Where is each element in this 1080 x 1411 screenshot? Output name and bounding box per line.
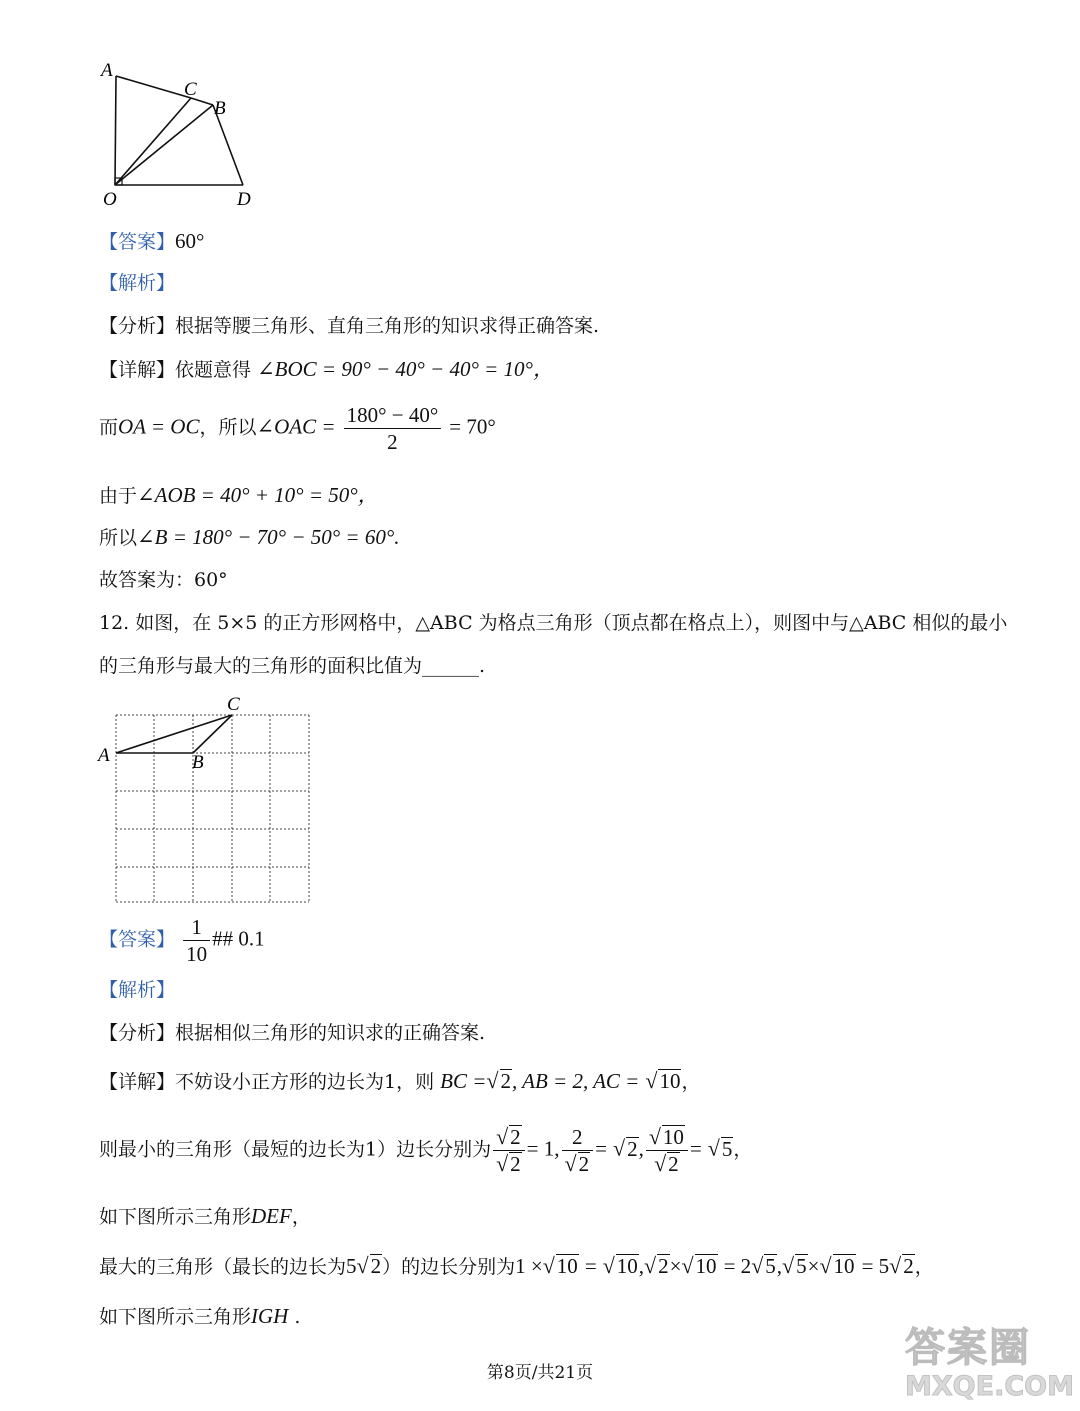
fraction (562, 1124, 594, 1177)
sqrt-sign: √ (486, 1068, 499, 1093)
fenxi-tag: 【分析】 (99, 1022, 176, 1044)
q11-detail-line-1 (99, 356, 554, 383)
sqrt-sign: √ (542, 1253, 555, 1278)
fenxi-tag: 【分析】 (99, 315, 176, 337)
math-expr: ∠AOB = 40° + 10° = 50°， (137, 483, 379, 507)
triangle-name: IGH (251, 1304, 289, 1328)
sqrt-sign: √ (889, 1253, 902, 1278)
xiangjie-tag: 【详解】 (99, 359, 176, 381)
radicand: 5 (721, 1136, 733, 1161)
text: 最大的三角形（最长的边长为 (99, 1256, 347, 1278)
segment-AC (116, 715, 232, 753)
answer-fraction (183, 914, 210, 967)
math-expr: BC = (440, 1069, 487, 1093)
q11-answer-line (99, 228, 204, 255)
denominator: √2 (496, 1151, 521, 1176)
math-expr: ∠B = 180° − 70° − 50° = 60°. (137, 525, 400, 549)
radicand: 10 (833, 1254, 855, 1278)
sqrt-sign: √ (645, 1068, 658, 1093)
watermark-text-en: MXQE.COM (905, 1371, 1074, 1402)
text: . (288, 1306, 301, 1328)
fraction (344, 402, 442, 455)
math-expr: ∠BOC = 90° − 40° − 40° = 10°， (257, 357, 554, 381)
denominator: √2 (564, 1151, 590, 1176)
fenxi-text: 根据等腰三角形、直角三角形的知识求得正确答案. (175, 315, 600, 337)
math-expr: OA = OC (118, 414, 200, 439)
fraction (646, 1124, 688, 1177)
q12-answer-line (99, 914, 265, 967)
sqrt-sign: √ (707, 1135, 720, 1161)
xiangjie-tag: 【详解】 (99, 1071, 176, 1093)
q12-detail-line-1 (99, 1068, 700, 1095)
q11-detail-line-4 (99, 524, 399, 551)
math-expr: × (807, 1254, 820, 1278)
watermark-logo (905, 1316, 1075, 1408)
radicand: 10 (659, 1069, 681, 1093)
numerator: 180° − 40° (344, 402, 442, 429)
fraction (493, 1124, 525, 1177)
radicand: 2 (500, 1069, 511, 1093)
text: ）的边长分别为 (382, 1256, 516, 1278)
text: 所以 (99, 527, 138, 549)
radicand: 10 (695, 1254, 717, 1278)
answer-tag: 【答案】 (99, 231, 176, 253)
sqrt-sign: √ (782, 1253, 795, 1278)
answer-value: 60° (175, 229, 205, 253)
q11-detail-line-3 (99, 482, 379, 509)
sqrt-sign: √ (751, 1253, 764, 1278)
answer-tail: ## 0.1 (212, 926, 265, 951)
radicand: 10 (616, 1254, 638, 1278)
math-expr: = 1, (526, 1136, 560, 1161)
q11-final: 故答案为：60° (99, 569, 228, 591)
segment-OA (115, 76, 116, 185)
label-B: B (192, 752, 204, 773)
denominator: √2 (654, 1151, 679, 1176)
page-footer: 第8页/共21页 (486, 1363, 594, 1383)
label-O: O (103, 189, 117, 208)
math-expr: = 2 (723, 1254, 752, 1278)
denominator: 10 (186, 942, 208, 966)
q12-stem-line-1: 12. 如图，在 5×5 的正方形网格中，△ABC 为格点三角形（顶点都在格点上），则图中与△ABC 相似的最小 (99, 612, 1008, 634)
label-B: B (214, 98, 226, 119)
sqrt-sign: √ (602, 1253, 615, 1278)
numerator: √2 (493, 1124, 525, 1151)
triangle-name: DEF (251, 1204, 292, 1228)
math-expr: × (669, 1254, 682, 1278)
text: ， (914, 1256, 934, 1278)
radicand: 2 (370, 1254, 382, 1278)
radicand: 2 (627, 1136, 638, 1161)
label-A: A (101, 60, 113, 81)
text: 不妨设小正方形的边长为1，则 (175, 1071, 435, 1093)
q12-fenxi (99, 1020, 485, 1046)
q11-fenxi (99, 313, 599, 339)
text: ， (681, 1071, 701, 1093)
math-expr: , AB = 2, AC = (512, 1069, 640, 1093)
math-expr: = (584, 1254, 597, 1278)
q12-detail-line-4 (99, 1253, 934, 1280)
math-expr: 1 × (515, 1254, 543, 1278)
math-expr: = (595, 1136, 607, 1161)
geometry-figure-1 (95, 58, 265, 208)
q12-detail-line-3 (99, 1203, 311, 1230)
radicand: 10 (556, 1254, 578, 1278)
math-expr: , (776, 1254, 783, 1278)
sqrt-sign: √ (681, 1253, 694, 1278)
math-expr: ∠OAC = (256, 414, 336, 439)
math-expr: , (638, 1254, 645, 1278)
q12-stem-line-2: 的三角形与最大的三角形的面积比值为______. (99, 655, 486, 677)
sqrt-sign: √ (819, 1253, 832, 1278)
sqrt-sign: √ (644, 1253, 657, 1278)
numerator: 1 (183, 914, 210, 941)
math-expr: = (689, 1136, 702, 1161)
text: 如下图所示三角形 (99, 1306, 252, 1328)
segment-OC (115, 98, 191, 185)
sqrt-sign: √ (612, 1135, 626, 1161)
answer-tag: 【答案】 (99, 928, 176, 951)
text: ， (733, 1138, 753, 1161)
analysis-tag: 【解析】 (99, 979, 176, 1001)
text: 依题意得 (175, 359, 252, 381)
fenxi-text: 根据相似三角形的知识求的正确答案. (175, 1022, 486, 1044)
segment-AC (116, 76, 191, 98)
label-A: A (98, 745, 110, 766)
numerator: √10 (646, 1124, 688, 1151)
text: 如下图所示三角形 (99, 1206, 252, 1228)
label-D: D (237, 189, 251, 208)
text: 则最小的三角形（最短的边长为1）边长分别为 (99, 1138, 492, 1161)
label-C: C (227, 694, 240, 715)
text: ，所以 (199, 416, 257, 439)
math-expr: 5 (346, 1254, 357, 1278)
denominator: 2 (387, 430, 398, 454)
segment-OB (115, 105, 213, 185)
text: ， (291, 1206, 311, 1228)
radicand: 5 (796, 1254, 807, 1278)
radicand: 2 (903, 1254, 914, 1278)
analysis-tag: 【解析】 (99, 272, 176, 294)
numerator: 2 (562, 1124, 594, 1151)
math-expr: = 70° (449, 414, 496, 439)
math-expr: , (638, 1136, 644, 1161)
radicand: 5 (765, 1254, 776, 1278)
q12-detail-line-5 (99, 1303, 300, 1330)
watermark-text-cn: 答案圈 (905, 1325, 1031, 1371)
text: 而 (99, 416, 119, 439)
text: 由于 (99, 485, 138, 507)
radicand: 2 (658, 1254, 669, 1278)
math-expr: = 5 (861, 1254, 890, 1278)
q12-detail-line-2 (99, 1124, 752, 1177)
q11-detail-line-2 (99, 402, 496, 455)
label-C: C (184, 79, 197, 100)
sqrt-sign: √ (356, 1253, 369, 1278)
grid-figure (95, 692, 315, 904)
